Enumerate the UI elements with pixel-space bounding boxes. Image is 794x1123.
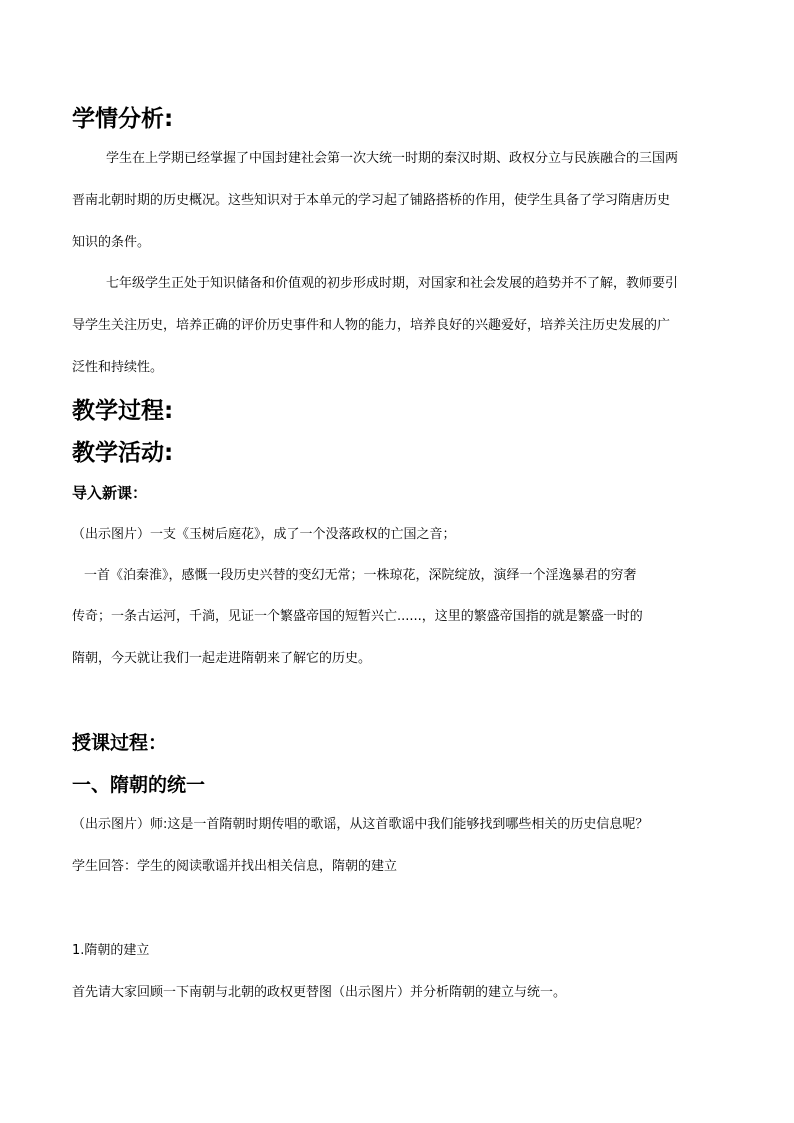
analysis-heading: 学情分析:	[72, 106, 174, 132]
intro-line3: 传奇；一条古运河，千淌，见证一个繁盛帝国的短暂兴亡......，这里的繁盛帝国指的就是繁盛一时的	[72, 609, 643, 624]
point1-line1: 首先请大家回顾一下南朝与北朝的政权更替图（出示图片）并分析隋朝的建立与统一。	[72, 985, 567, 1000]
analysis-para1-line2: 晋南北朝时期的历史概况。这些知识对于本单元的学习起了铺路搭桥的作用，使学生具备了学习隋唐历史	[72, 193, 671, 208]
intro-line4: 隋朝，今天就让我们一起走进隋朝来了解它的历史。	[72, 651, 372, 666]
lecture-heading: 授课过程：	[72, 732, 168, 754]
intro-heading: 导入新课：	[72, 484, 148, 502]
analysis-para2-line1: 七年级学生正处于知识储备和价值观的初步形成时期，对国家和社会发展的趋势并不了解，教师要引	[106, 276, 679, 291]
process-heading: 教学过程:	[72, 398, 174, 424]
intro-line1: （出示图片）一支《玉树后庭花》，成了一个没落政权的亡国之音；	[72, 527, 456, 542]
sub1-line1: （出示图片）师:这是一首隋朝时期传唱的歌谣，从这首歌谣中我们能够找到哪些相关的历史信息呢？	[72, 817, 649, 832]
analysis-para2-line2: 导学生关注历史，培养正确的评价历史事件和人物的能力，培养良好的兴趣爱好，培养关注历史发展的广	[72, 318, 671, 333]
sub1-line2: 学生回答：学生的阅读歌谣并找出相关信息，隋朝的建立	[72, 859, 398, 874]
activities-heading: 教学活动:	[72, 440, 174, 466]
analysis-para1-line3: 知识的条件。	[72, 235, 151, 250]
intro-line2: 一首《泊秦淮》，感慨一段历史兴替的变幻无常；一株琼花，深院绽放，演绎一个淫逸暴君的穷奢	[84, 568, 637, 583]
analysis-para1-line1: 学生在上学期已经掌握了中国封建社会第一次大统一时期的秦汉时期、政权分立与民族融合的三国两	[106, 151, 679, 166]
analysis-para2-line3: 泛性和持续性。	[72, 360, 164, 375]
sub1-heading: 一、隋朝的统一	[72, 774, 206, 796]
point1-title: 1.隋朝的建立	[72, 943, 150, 958]
